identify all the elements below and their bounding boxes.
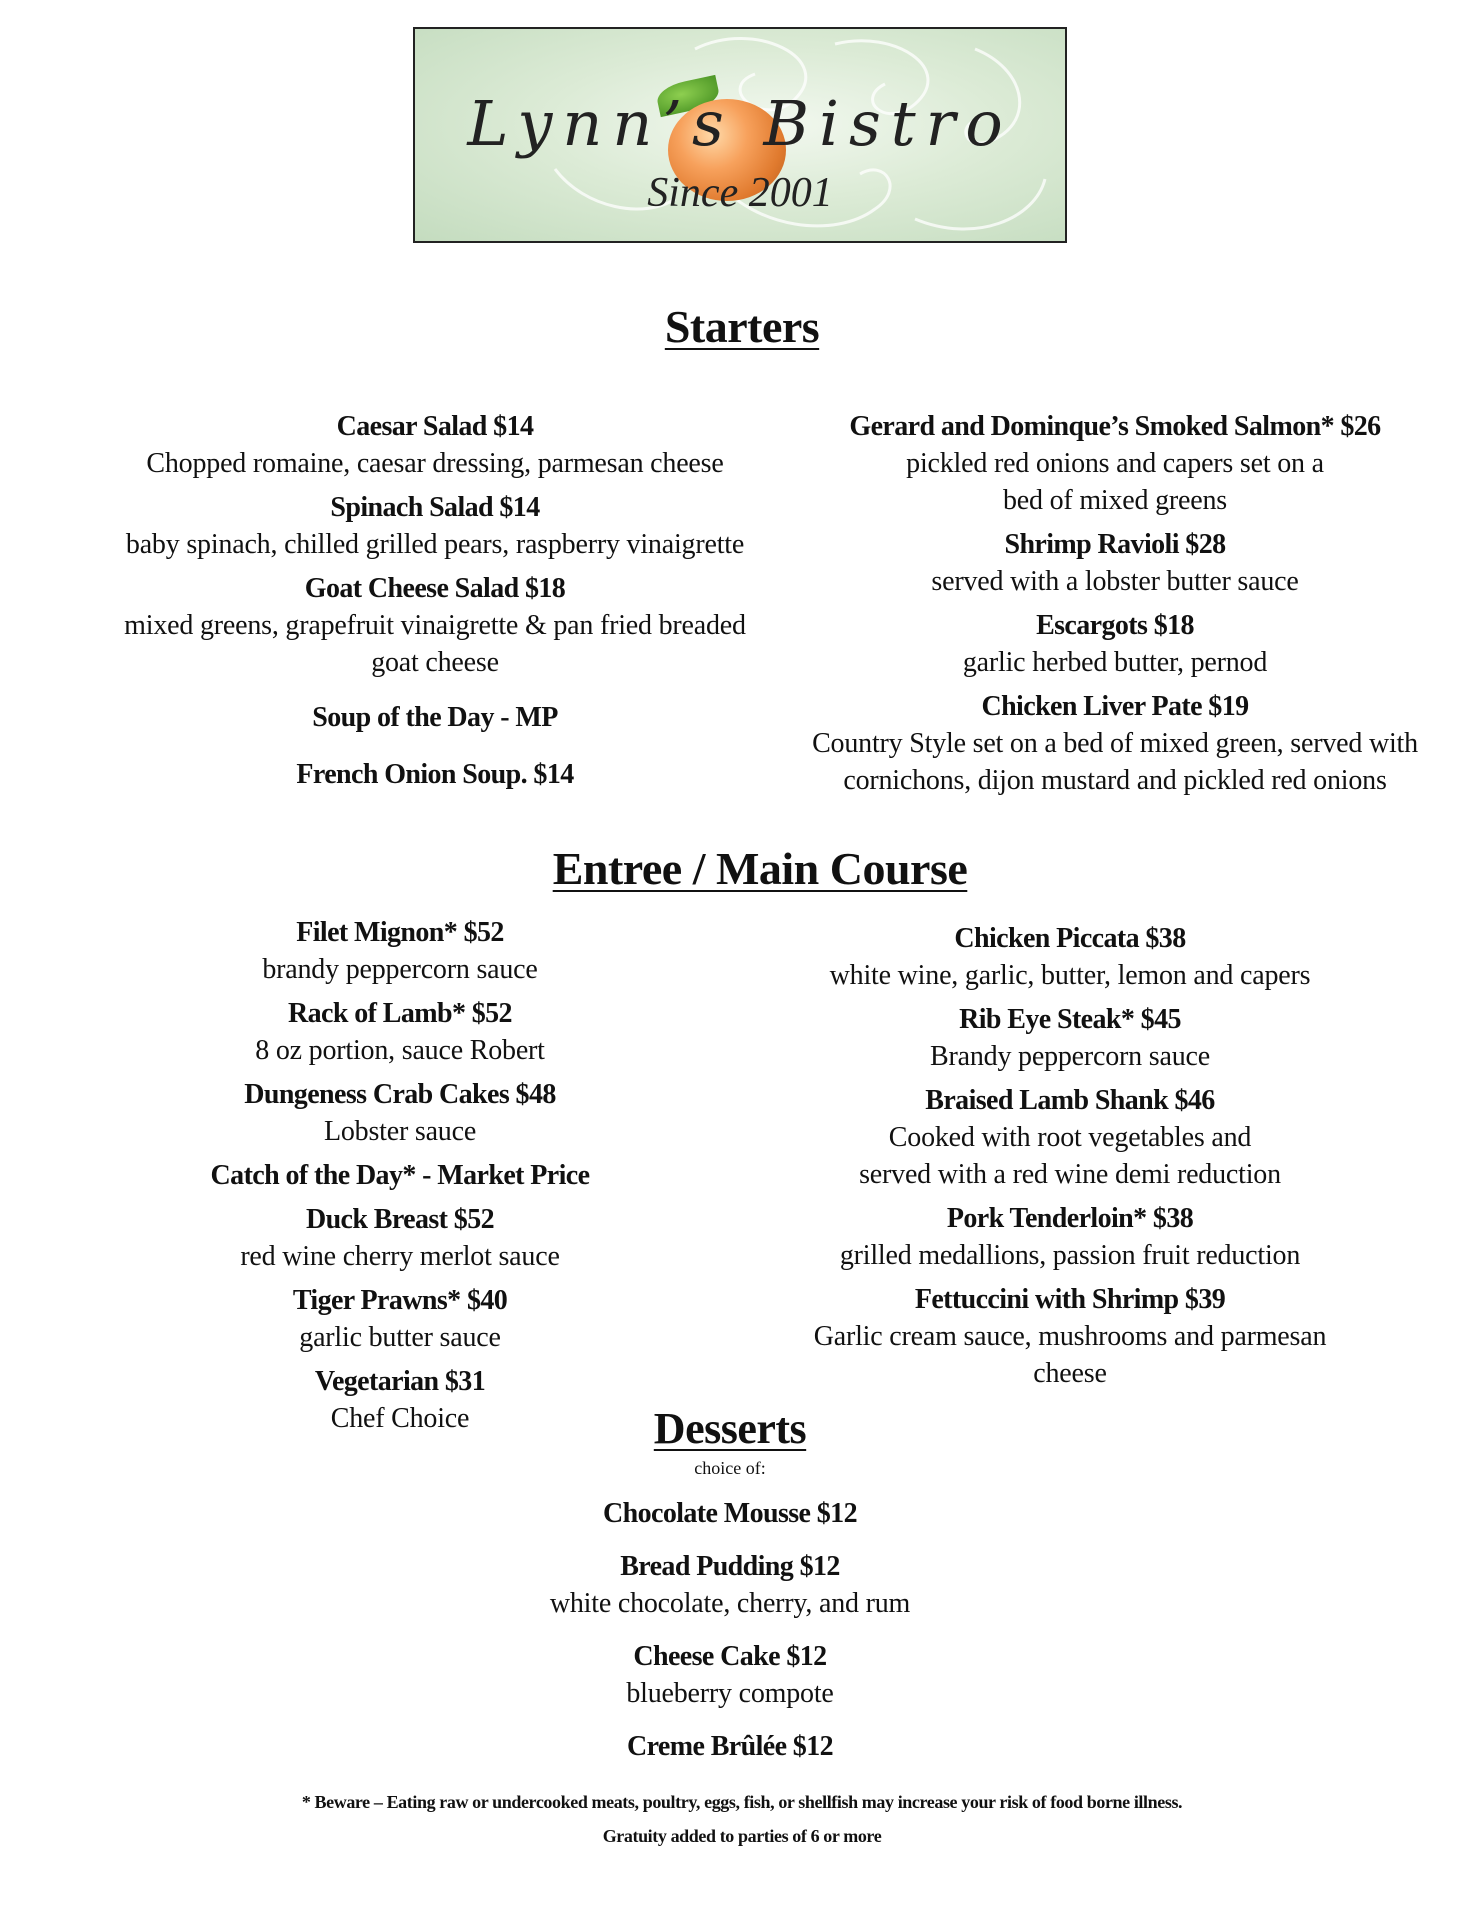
item-desc: brandy peppercorn sauce [262, 954, 538, 985]
logo-name: Lynn’s Bistro [467, 87, 1013, 160]
item-desc: garlic butter sauce [299, 1322, 501, 1353]
item-name: Rack of Lamb* $52 [288, 998, 512, 1029]
entree-left-column [160, 914, 640, 1444]
menu-item [160, 1157, 640, 1194]
item-name: French Onion Soup. $14 [296, 759, 574, 790]
item-desc: Cooked with root vegetables and [888, 1122, 1252, 1153]
item-name: Vegetarian $31 [314, 1366, 486, 1397]
item-desc: cheese [1033, 1358, 1107, 1389]
item-desc: white wine, garlic, butter, lemon and capers [829, 960, 1311, 991]
menu-item [90, 756, 780, 793]
item-desc: Lobster sauce [323, 1116, 477, 1147]
menu-item [160, 1363, 640, 1437]
item-name: Chocolate Mousse $12 [603, 1498, 857, 1529]
menu-item [480, 1495, 980, 1532]
menu-item [770, 1082, 1370, 1193]
item-desc: served with a lobster butter sauce [931, 566, 1299, 597]
menu-item [160, 1282, 640, 1356]
item-name: Gerard and Dominque’s Smoked Salmon* $26 [849, 411, 1381, 442]
item-name: Creme Brûlée $12 [626, 1731, 834, 1762]
item-desc: Chopped romaine, caesar dressing, parmesan cheese [146, 448, 724, 479]
bistro-logo [413, 27, 1067, 243]
item-desc: Garlic cream sauce, mushrooms and parmesan [813, 1321, 1327, 1352]
desserts-subtitle: choice of: [694, 1458, 766, 1478]
item-desc: grilled medallions, passion fruit reduction [839, 1240, 1301, 1271]
menu-item [90, 489, 780, 563]
item-desc: cornichons, dijon mustard and pickled red onions [843, 765, 1387, 796]
menu-item [770, 1001, 1370, 1075]
item-desc: mixed greens, grapefruit vinaigrette & pan fried breaded [124, 610, 746, 641]
item-desc: baby spinach, chilled grilled pears, raspberry vinaigrette [125, 529, 745, 560]
item-desc: blueberry compote [626, 1678, 834, 1709]
item-desc: pickled red onions and capers set on a [906, 448, 1324, 479]
menu-item [480, 1548, 980, 1622]
menu-item [160, 1201, 640, 1275]
menu-item [90, 570, 780, 681]
item-name: Chicken Piccata $38 [954, 923, 1186, 954]
item-name: Soup of the Day - MP [312, 702, 558, 733]
item-name: Caesar Salad $14 [336, 411, 534, 442]
item-name: Shrimp Ravioli $28 [1004, 529, 1226, 560]
gratuity-note: Gratuity added to parties of 6 or more [602, 1826, 882, 1846]
item-desc: 8 oz portion, sauce Robert [255, 1035, 545, 1066]
item-name: Fettuccini with Shrimp $39 [914, 1284, 1226, 1315]
item-name: Spinach Salad $14 [330, 492, 540, 523]
menu-item [480, 1728, 980, 1765]
item-desc: Country Style set on a bed of mixed green, served with [812, 728, 1418, 759]
item-desc: red wine cherry merlot sauce [240, 1241, 560, 1272]
menu-item [480, 1638, 980, 1712]
item-desc: Brandy peppercorn sauce [930, 1041, 1210, 1072]
menu-item [770, 920, 1370, 994]
starters-left-column [90, 408, 780, 800]
menu-item [790, 688, 1440, 799]
desserts-column [480, 1495, 980, 1772]
item-name: Tiger Prawns* $40 [292, 1285, 508, 1316]
item-name: Braised Lamb Shank $46 [925, 1085, 1215, 1116]
item-name: Escargots $18 [1036, 610, 1194, 641]
menu-item [790, 526, 1440, 600]
desserts-title: Desserts [653, 1404, 807, 1453]
menu-item [790, 607, 1440, 681]
food-safety-warning: * Beware – Eating raw or undercooked meats, poultry, eggs, fish, or shellfish may increase your risk of food borne illness. [301, 1792, 1183, 1812]
menu-item [90, 699, 780, 736]
item-name: Goat Cheese Salad $18 [304, 573, 566, 604]
logo-since: Since 2001 [647, 170, 833, 216]
item-name: Cheese Cake $12 [633, 1641, 827, 1672]
item-desc: served with a red wine demi reduction [859, 1159, 1281, 1190]
entree-title: Entree / Main Course [552, 843, 968, 894]
item-desc: white chocolate, cherry, and rum [549, 1588, 911, 1619]
menu-item [90, 408, 780, 482]
item-name: Pork Tenderloin* $38 [946, 1203, 1194, 1234]
menu-item [160, 995, 640, 1069]
menu-item [770, 1200, 1370, 1274]
entree-right-column [770, 920, 1370, 1399]
item-desc: Chef Choice [330, 1403, 470, 1434]
menu-item [790, 408, 1440, 519]
item-desc: garlic herbed butter, pernod [962, 647, 1268, 678]
item-desc: goat cheese [371, 647, 499, 678]
menu-item [160, 914, 640, 988]
starters-right-column [790, 408, 1440, 806]
item-desc: bed of mixed greens [1002, 485, 1227, 516]
item-name: Bread Pudding $12 [620, 1551, 840, 1582]
menu-item [770, 1281, 1370, 1392]
item-name: Duck Breast $52 [305, 1204, 495, 1235]
item-name: Catch of the Day* - Market Price [210, 1160, 590, 1191]
item-name: Dungeness Crab Cakes $48 [244, 1079, 556, 1110]
starters-title: Starters [664, 301, 820, 352]
item-name: Rib Eye Steak* $45 [959, 1004, 1181, 1035]
item-name: Filet Mignon* $52 [296, 917, 504, 948]
menu-item [160, 1076, 640, 1150]
item-name: Chicken Liver Pate $19 [981, 691, 1249, 722]
